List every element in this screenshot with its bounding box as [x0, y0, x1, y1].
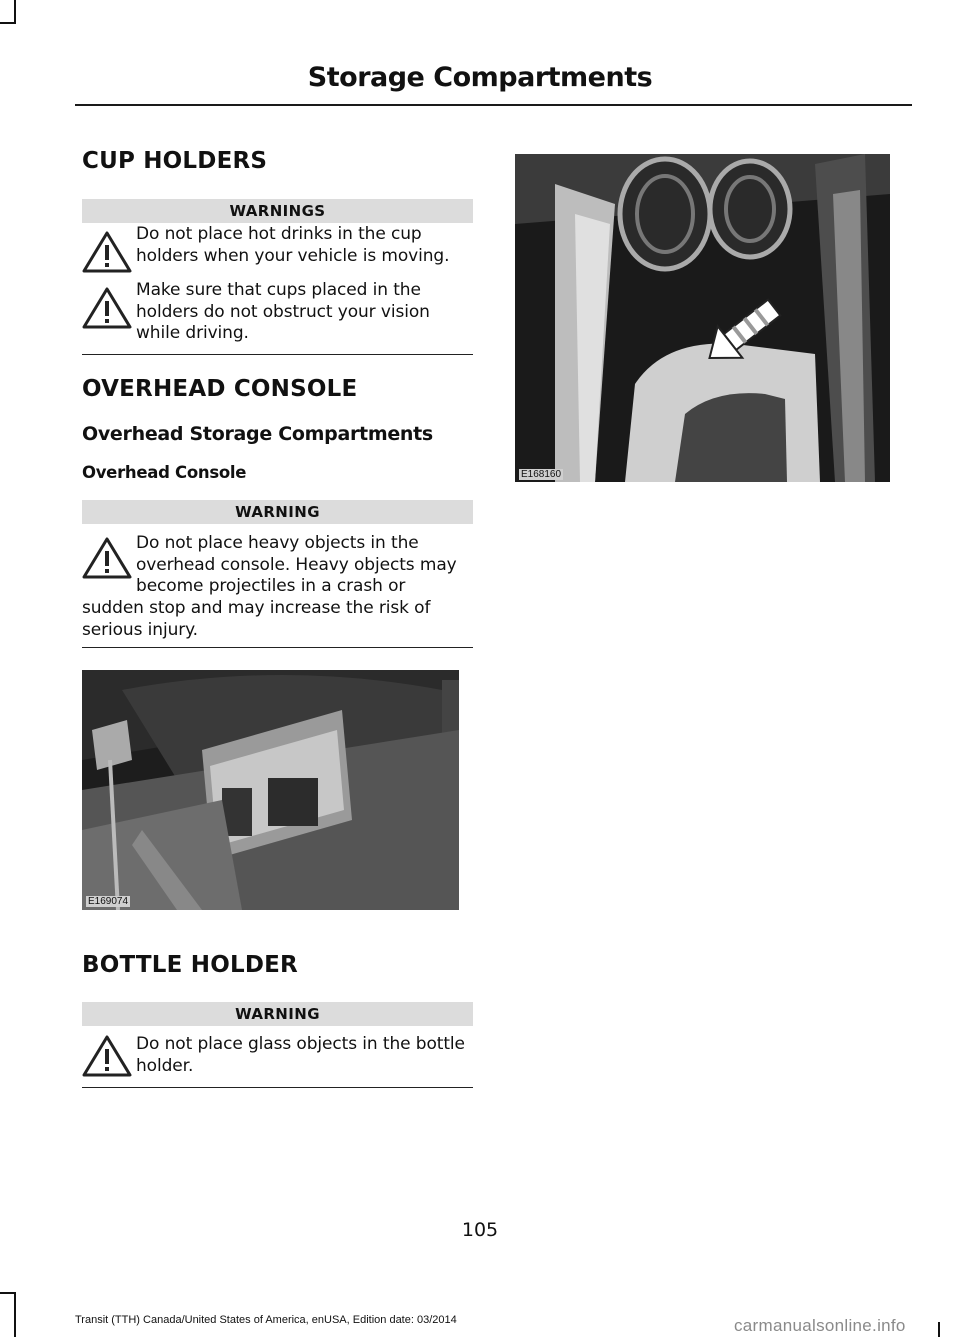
overhead-console-illustration	[82, 670, 459, 910]
warnings-bar: WARNINGS	[82, 199, 473, 223]
crop-mark	[0, 1292, 16, 1294]
crop-mark	[938, 1322, 940, 1337]
page-number: 105	[461, 1219, 499, 1241]
warning-item	[82, 530, 473, 646]
warning-item	[82, 224, 473, 276]
edition-footer: Transit (TTH) Canada/United States of America, enUSA, Edition date: 03/2014	[75, 1314, 457, 1326]
cup-holders-figure	[515, 154, 890, 482]
warning-bar: WARNING	[82, 500, 473, 524]
warning-triangle-icon	[82, 230, 132, 274]
overhead-storage-subheading: Overhead Storage Compartments	[82, 423, 433, 445]
warning-text: Do not place heavy objects in the overhead console. Heavy objects may become projectiles in a crash or	[136, 533, 457, 596]
warning-item	[82, 1028, 473, 1084]
section-divider	[82, 1087, 473, 1088]
warning-text: Do not place hot drinks in the cup holders when your vehicle is moving.	[136, 224, 450, 266]
overhead-console-figure	[82, 670, 459, 910]
warning-bar: WARNING	[82, 1002, 473, 1026]
warning-text: Make sure that cups placed in the holders do not obstruct your vision while driving.	[136, 280, 430, 343]
overhead-console-heading: OVERHEAD CONSOLE	[82, 376, 358, 402]
crop-mark	[14, 0, 16, 22]
figure-label: E169074	[88, 896, 129, 907]
section-divider	[82, 354, 473, 355]
header-divider	[75, 104, 912, 106]
figure-label: E168160	[521, 469, 562, 480]
warning-text-continuation: sudden stop and may increase the risk of serious injury.	[82, 598, 431, 640]
section-divider	[82, 647, 473, 648]
cup-holders-illustration	[515, 154, 890, 482]
warning-text: Do not place glass objects in the bottle holder.	[136, 1034, 465, 1076]
warning-triangle-icon	[82, 536, 132, 580]
cup-holders-heading: CUP HOLDERS	[82, 148, 268, 174]
warning-triangle-icon	[82, 286, 132, 330]
crop-mark	[14, 1292, 16, 1337]
warning-item	[82, 280, 473, 350]
watermark-link[interactable]: carmanualsonline.info	[734, 1316, 906, 1335]
bottle-holder-heading: BOTTLE HOLDER	[82, 952, 298, 978]
crop-mark	[0, 22, 16, 24]
warning-triangle-icon	[82, 1034, 132, 1078]
overhead-console-subheading: Overhead Console	[82, 463, 247, 482]
page-title: Storage Compartments	[307, 62, 653, 93]
